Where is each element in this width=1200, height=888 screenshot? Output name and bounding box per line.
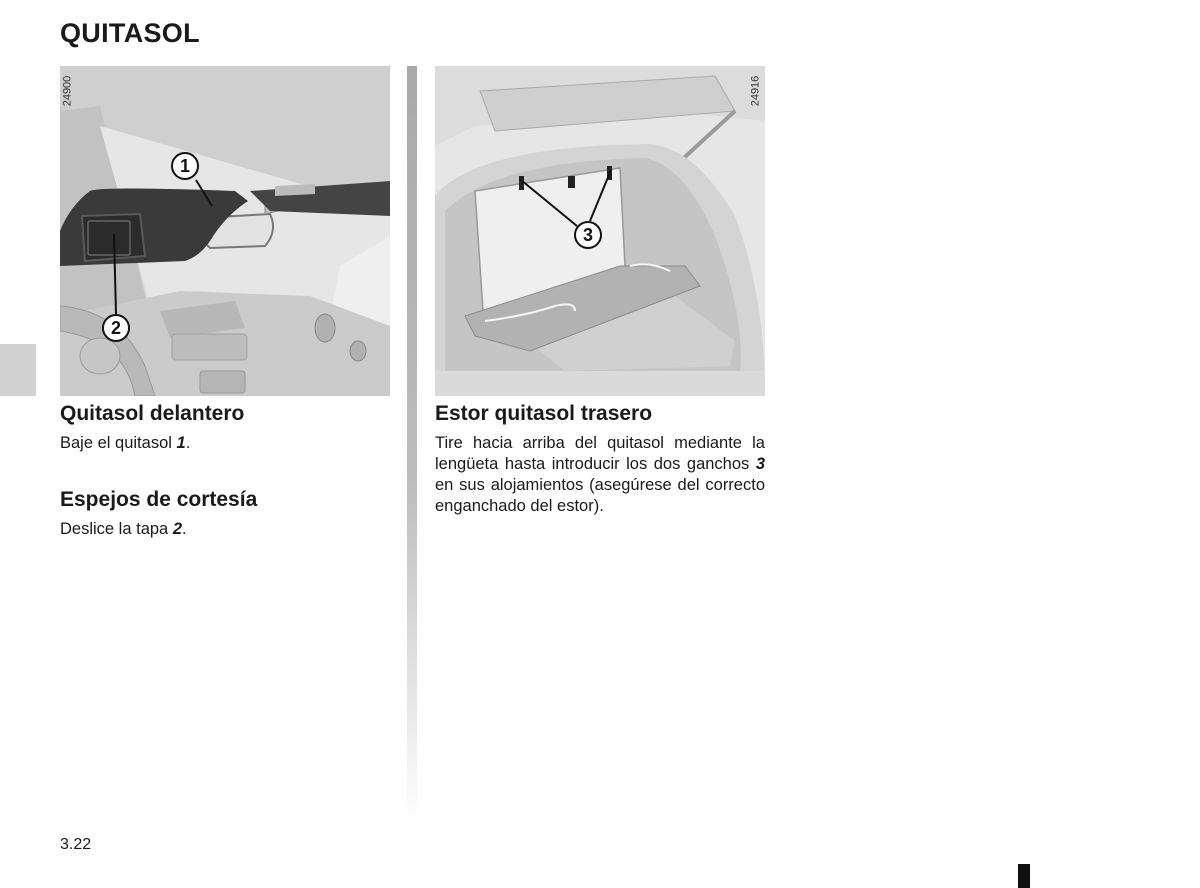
corner-mark [1018, 864, 1030, 888]
front-visor-illustration [60, 66, 390, 396]
text-part: . [182, 520, 187, 538]
vanity-mirror-heading: Espejos de cortesía [60, 488, 258, 511]
callout-2: 2 [102, 314, 130, 342]
callout-1: 1 [171, 152, 199, 180]
chapter-tab [0, 344, 36, 396]
rear-blind-heading: Estor quitasol trasero [435, 402, 653, 425]
ref-number: 3 [755, 455, 765, 473]
rear-blind-text [435, 433, 765, 517]
figure-code-front: 24900 [61, 75, 74, 107]
callout-3: 3 [574, 221, 602, 249]
vanity-mirror-text [60, 519, 390, 540]
rear-blind-section [435, 401, 765, 517]
front-visor-heading: Quitasol delantero [60, 402, 245, 425]
page-title: QUITASOL [60, 18, 200, 48]
front-visor-text [60, 433, 390, 454]
ref-number: 2 [172, 520, 182, 538]
front-visor-drawing [60, 66, 390, 396]
text-part: . [185, 434, 191, 452]
ref-number: 1 [176, 434, 186, 452]
figure-code-rear: 24916 [749, 75, 762, 107]
page-number: 3.22 [60, 836, 92, 853]
vanity-mirror-section [60, 487, 390, 540]
column-divider [407, 66, 417, 826]
text-part: Deslice la tapa [60, 520, 173, 538]
text-part: Tire hacia arriba del quitasol mediante la lengüeta hasta introducir los dos ganchos [435, 434, 765, 473]
front-visor-section [60, 401, 390, 454]
text-part: en sus alojamientos (asegúrese del correcto enganchado del estor). [435, 476, 765, 515]
text-part: Baje el quitasol [60, 434, 177, 452]
